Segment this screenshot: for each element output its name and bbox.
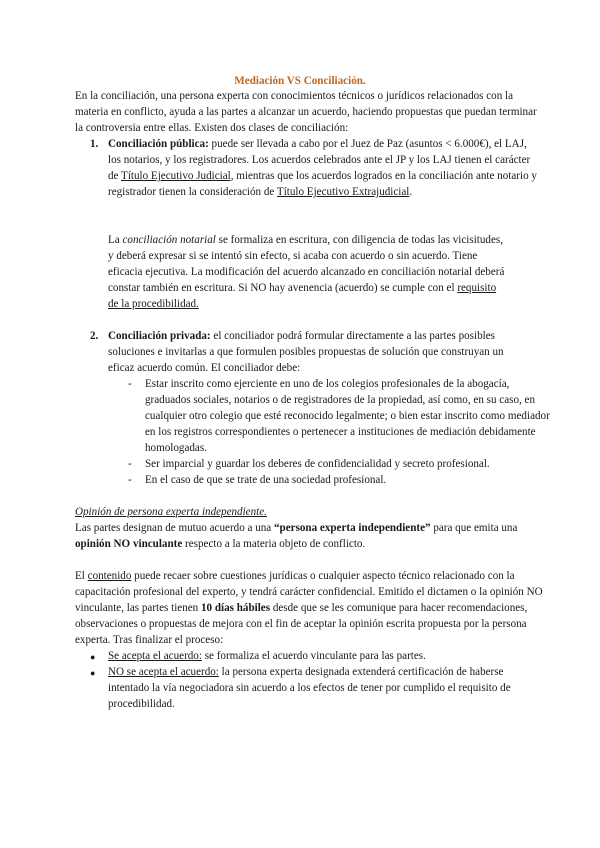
- opinion-paragraph-1: [75, 520, 540, 552]
- contenido-term: contenido: [87, 570, 132, 582]
- titulo-ejecutivo-extrajudicial: Título Ejecutivo Extrajudicial: [276, 186, 410, 198]
- item1-text-c: .: [409, 186, 413, 198]
- requisito-procedibilidad: requisito de la procedibilidad.: [108, 282, 497, 310]
- opinion-p1-e: respecto a la materia objeto de conflicto.: [182, 538, 366, 550]
- opinion-p1-c: para que emita una: [430, 522, 518, 534]
- opinion-p2-a: El: [75, 570, 88, 582]
- dash-item: Estar inscrito como ejerciente en uno de los colegios profesionales de la abogacía, graduados sociales, notarios o de registradores de la propiedad, así como, en su caso, en cualquier otro colegio que esté reconocido legalmente; o bien estar inscrito como mediador en los registros correspondientes o pertenecer a instituciones de mediación debidamente homologadas.: [145, 378, 550, 454]
- intro-text: En la conciliación, una persona experta con conocimientos técnicos o jurídicos relacionados con la materia en conflicto, ayuda a las partes a alcanzar un acuerdo, haciendo propuestas que puedan terminar la controversia entre ellas. Existen dos clases de conciliación:: [75, 90, 537, 134]
- bullet-item-rejected: [108, 664, 526, 712]
- item1-text-b: , mientras que los acuerdos logrados en la conciliación ante notario y registrador tienen la consideración de: [108, 170, 537, 198]
- item1-heading: Conciliación pública:: [108, 138, 209, 150]
- bullet-rejected-text: la persona experta designada extenderá certificación de haberse intentado la vía negociadora sin acuerdo a los efectos de tener por cumplido el requisito de procedibilidad.: [108, 666, 511, 710]
- page-title: Mediación VS Conciliación.: [234, 75, 366, 87]
- notarial-paragraph: [108, 232, 508, 312]
- opinion-heading: Opinión de persona experta independiente.: [75, 506, 267, 518]
- opinion-paragraph-2: [75, 568, 543, 648]
- notarial-term: conciliación notarial: [122, 234, 216, 246]
- item1-number: 1.: [90, 138, 99, 150]
- diez-dias-habiles-term: 10 días hábiles: [201, 602, 271, 614]
- bullet-marker: ●: [90, 652, 96, 662]
- item1-paragraph: [108, 136, 540, 200]
- notarial-text: se formaliza en escritura, con diligencia de todas las vicisitudes, y deberá expresar si se intentó sin efecto, si acaba con acuerdo o sin acuerdo. Tiene eficacia ejecutiva. La modificación del acuerdo alcanzado en conciliación notarial deberá constar también en escritura. Si NO hay avenencia (acuerdo) se cumple con el: [108, 234, 505, 294]
- dash-item: En el caso de que se trate de una sociedad profesional.: [145, 474, 387, 486]
- notarial-pre: La: [108, 234, 123, 246]
- opinion-no-vinculante-term: opinión NO vinculante: [75, 538, 183, 550]
- dash-item: Ser imparcial y guardar los deberes de confidencialidad y secreto profesional.: [145, 458, 490, 470]
- persona-experta-term: “persona experta independiente”: [274, 522, 431, 534]
- bullet-accepted-text: se formaliza el acuerdo vinculante para las partes.: [201, 650, 426, 662]
- dash-marker: -: [128, 458, 132, 470]
- item2-text: el conciliador podrá formular directamente a las partes posibles soluciones e invitarlas a que formulen posibles propuestas de solución que construyan un eficaz acuerdo común. El conciliador debe:: [108, 330, 504, 374]
- intro-paragraph: [75, 88, 545, 136]
- bullet-marker: ●: [90, 668, 96, 678]
- dash-marker: -: [128, 378, 132, 390]
- item2-heading: Conciliación privada:: [108, 330, 211, 342]
- item2-number: 2.: [90, 330, 99, 342]
- opinion-p1-a: Las partes designan de mutuo acuerdo a una: [75, 522, 274, 534]
- dash-marker: -: [128, 474, 132, 486]
- titulo-ejecutivo-judicial: Título Ejecutivo Judicial: [121, 170, 231, 182]
- opinion-p2-c: puede recaer sobre cuestiones jurídicas o cualquier aspecto técnico relacionado con la capacitación profesional del experto, y tendrá carácter confidencial. Emitido el dictamen o la opinión NO vinculante, las partes tienen: [75, 570, 543, 614]
- item1-text-a: puede ser llevada a cabo por el Juez de Paz (asuntos < 6.000€), el LAJ, los notarios, y los registradores. Los acuerdos celebrados ante el JP y los LAJ tienen el carácter de: [108, 138, 531, 182]
- bullet-rejected-label: NO se acepta el acuerdo:: [108, 666, 219, 678]
- bullet-accepted-label: Se acepta el acuerdo:: [108, 650, 202, 662]
- opinion-p2-e: desde que se les comunique para hacer recomendaciones, observaciones o propuestas de mejora con el fin de aceptar la opinión escrita propuesta por la persona experta. Tras finalizar el proceso:: [75, 602, 528, 646]
- item2-paragraph: [108, 328, 518, 376]
- bullet-item-accepted: [108, 648, 548, 664]
